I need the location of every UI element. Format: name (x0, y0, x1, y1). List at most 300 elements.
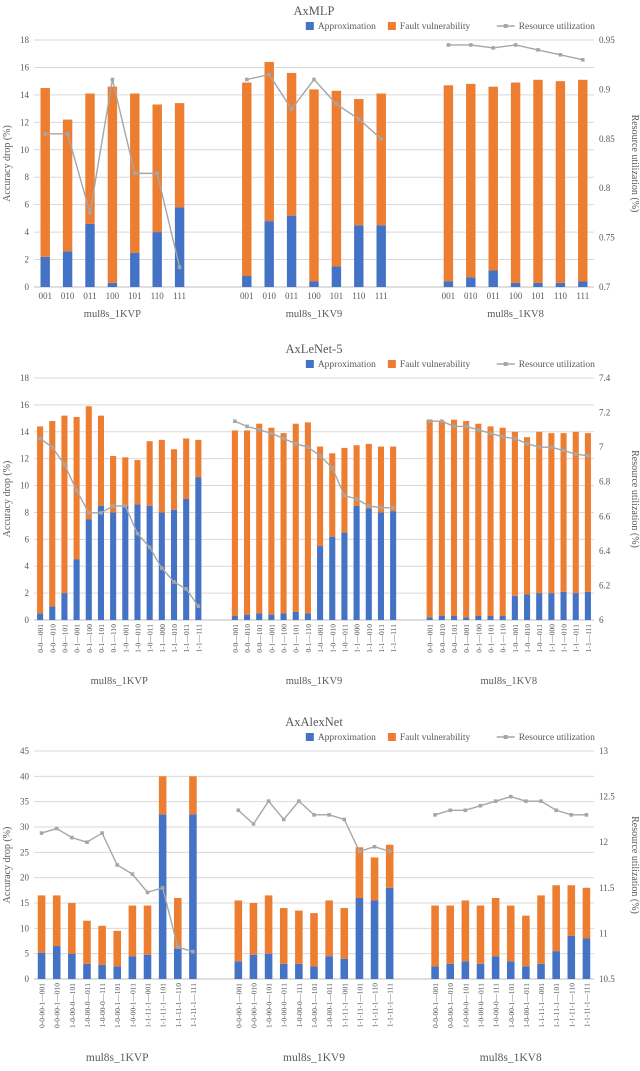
left-axis-tick-label: 16 (20, 399, 29, 410)
bar-approximation (232, 616, 238, 620)
bar-fault-vulnerability (463, 421, 469, 617)
bar-approximation (354, 225, 363, 287)
x-tick-label: 0-0-00-1—001 (37, 983, 47, 1028)
right-axis-tick-label: 0.95 (599, 35, 615, 45)
bar-fault-vulnerability (371, 857, 379, 900)
bar-fault-vulnerability (446, 906, 454, 964)
x-tick-label: 1-0—001 (510, 624, 520, 653)
x-tick-label: 1-1—000 (157, 624, 167, 653)
bar-fault-vulnerability (108, 87, 117, 283)
bar-fault-vulnerability (281, 433, 287, 613)
bar-fault-vulnerability (189, 776, 197, 814)
bar-approximation (122, 506, 128, 620)
x-tick-label: 010 (464, 291, 478, 301)
bar-fault-vulnerability (444, 85, 453, 281)
left-axis-tick-label: 20 (20, 872, 29, 883)
bar-fault-vulnerability (264, 62, 273, 221)
bar-fault-vulnerability (477, 906, 485, 964)
bar-fault-vulnerability (548, 433, 554, 593)
left-axis-tick-label: 2 (24, 254, 29, 265)
left-axis-tick-label: 18 (20, 35, 29, 45)
x-tick-label: 1-1-11-1—001 (537, 983, 547, 1028)
x-tick-label: 0-0—010 (437, 624, 447, 653)
bar-fault-vulnerability (376, 94, 385, 226)
utilization-marker (50, 445, 54, 449)
right-axis-tick-label: 11 (599, 928, 608, 939)
left-axis-tick-label: 10 (20, 144, 29, 155)
bar-approximation (332, 266, 341, 287)
bar-approximation (507, 961, 515, 979)
utilization-marker (562, 449, 566, 453)
x-tick-label: 1-1-11-1—110 (370, 983, 380, 1028)
bar-fault-vulnerability (507, 906, 515, 962)
x-tick-label: 1-1—011 (571, 624, 581, 653)
bar-approximation (524, 594, 530, 620)
left-axis-tick-label: 30 (20, 822, 29, 832)
x-tick-label: 010 (60, 291, 75, 301)
bar-fault-vulnerability (500, 428, 506, 616)
bar-approximation (556, 283, 565, 287)
utilization-line (448, 45, 582, 60)
x-tick-label: 1-0-00-1—101 (310, 983, 319, 1028)
x-tick-label: 0-1—001 (267, 624, 277, 653)
bar-fault-vulnerability (85, 94, 94, 224)
bar-approximation (578, 282, 587, 287)
bar-approximation (462, 961, 470, 979)
utilization-marker (172, 580, 176, 584)
bar-fault-vulnerability (195, 440, 201, 478)
legend-resource-utilization-label: Resource utilization (518, 360, 595, 370)
bar-fault-vulnerability (466, 84, 475, 277)
bar-approximation (463, 617, 469, 620)
bar-approximation (537, 964, 545, 979)
bar-fault-vulnerability (38, 895, 46, 952)
group-label: mul8s_1KVP (83, 309, 141, 320)
bar-approximation (195, 477, 201, 620)
bar-approximation (98, 965, 106, 979)
bar-approximation (159, 512, 165, 620)
bar-approximation (325, 956, 333, 979)
x-tick-label: 0-0-00-1—010 (52, 983, 62, 1028)
utilization-marker (100, 831, 104, 835)
x-tick-label: 111 (173, 291, 187, 301)
bar-fault-vulnerability (174, 898, 182, 949)
chart-axalexnet (0, 711, 640, 1071)
chart-canvas (0, 0, 640, 333)
left-axis-tick-label: 8 (24, 507, 29, 518)
bar-approximation (129, 956, 137, 979)
left-axis-tick-label: 45 (20, 746, 29, 756)
x-tick-label: 0-0—001 (425, 624, 435, 653)
right-axis-tick-label: 0.85 (599, 133, 615, 144)
right-axis-tick-label: 0.9 (599, 84, 611, 95)
utilization-marker (464, 808, 468, 812)
bar-approximation (281, 613, 287, 620)
left-axis-tick-label: 10 (20, 480, 29, 491)
bar-fault-vulnerability (488, 87, 497, 271)
bar-approximation (49, 607, 55, 620)
utilization-marker (581, 58, 585, 62)
bar-approximation (376, 225, 385, 287)
utilization-marker (267, 799, 271, 803)
bar-approximation (386, 888, 394, 979)
utilization-marker (479, 804, 483, 808)
x-tick-label: 1-1—010 (364, 624, 374, 653)
utilization-marker (448, 808, 452, 812)
x-tick-label: 1-0-00-0—101 (67, 983, 77, 1028)
x-tick-label: 1-0—010 (133, 624, 143, 653)
utilization-marker (237, 808, 241, 812)
bar-approximation (108, 283, 117, 287)
x-tick-label: 001 (38, 291, 52, 301)
utilization-marker (550, 445, 554, 449)
bar-fault-vulnerability (235, 900, 243, 961)
left-axis-tick-label: 0 (24, 615, 29, 625)
bar-fault-vulnerability (86, 406, 92, 519)
bar-approximation (295, 964, 303, 979)
bar-fault-vulnerability (340, 908, 348, 959)
legend-fault-vulnerability-swatch-icon (388, 22, 396, 30)
left-axis-tick-label: 40 (20, 771, 29, 782)
utilization-marker (312, 813, 316, 817)
bar-approximation (293, 612, 299, 620)
utilization-marker (111, 504, 115, 508)
utilization-marker (290, 107, 294, 111)
bar-fault-vulnerability (431, 906, 439, 967)
bar-approximation (439, 616, 445, 620)
x-tick-label: 0-1—100 (279, 624, 289, 653)
right-axis-tick-label: 0.75 (599, 232, 615, 243)
bar-fault-vulnerability (61, 416, 67, 593)
legend-resource-utilization-marker-icon (504, 735, 508, 739)
utilization-marker (440, 419, 444, 423)
bar-approximation (431, 966, 439, 979)
right-axis-tick-label: 7.2 (599, 407, 611, 418)
x-tick-label: 001 (240, 291, 254, 301)
utilization-marker (55, 827, 59, 831)
utilization-marker (178, 265, 182, 269)
utilization-marker (569, 813, 573, 817)
bar-approximation (256, 613, 262, 620)
legend-approximation-swatch-icon (306, 22, 314, 30)
bar-approximation (511, 283, 520, 287)
utilization-marker (524, 799, 528, 803)
utilization-marker (88, 211, 92, 215)
x-tick-label: 100 (508, 291, 523, 301)
utilization-marker (574, 452, 578, 456)
bar-approximation (552, 951, 560, 979)
x-tick-label: 0-0—010 (48, 624, 58, 653)
bar-approximation (110, 512, 116, 620)
bar-approximation (171, 510, 177, 620)
utilization-marker (267, 73, 271, 77)
bar-approximation (583, 938, 591, 979)
utilization-marker (297, 799, 301, 803)
bar-fault-vulnerability (305, 422, 311, 613)
x-tick-label: 1-0-00-0—011 (476, 983, 486, 1028)
bar-approximation (309, 282, 318, 287)
utilization-marker (131, 872, 135, 876)
x-tick-label: 110 (553, 291, 567, 301)
bar-approximation (147, 506, 153, 620)
utilization-marker (379, 137, 383, 141)
bar-fault-vulnerability (144, 906, 152, 955)
bar-approximation (488, 271, 497, 287)
utilization-marker (160, 566, 164, 570)
legend-fault-vulnerability-swatch-icon (388, 733, 396, 741)
bar-approximation (444, 282, 453, 287)
bar-fault-vulnerability (568, 885, 576, 936)
utilization-marker (554, 808, 558, 812)
x-tick-label: 0-0—101 (450, 624, 459, 653)
right-axis-tick-label: 0.7 (599, 282, 611, 292)
x-tick-label: 0-1—110 (109, 624, 119, 653)
bar-approximation (130, 253, 139, 287)
right-axis-tick-label: 6.6 (599, 511, 611, 522)
bar-approximation (466, 277, 475, 287)
left-axis-tick-label: 14 (20, 426, 29, 437)
bar-fault-vulnerability (310, 913, 318, 966)
left-axis-tick-label: 15 (20, 898, 29, 908)
utilization-marker (586, 454, 590, 458)
bar-approximation (38, 953, 46, 979)
bar-fault-vulnerability (68, 903, 76, 954)
x-tick-label: 100 (307, 291, 321, 301)
bar-approximation (53, 946, 61, 979)
bar-fault-vulnerability (573, 432, 579, 593)
bar-approximation (40, 257, 49, 287)
x-tick-label: 1-0—011 (535, 624, 545, 653)
left-axis-tick-label: 18 (20, 373, 29, 383)
bar-fault-vulnerability (325, 900, 333, 956)
bar-fault-vulnerability (583, 888, 591, 939)
bar-approximation (83, 964, 91, 979)
utilization-marker (233, 419, 237, 423)
x-tick-label: 001 (441, 291, 456, 301)
right-axis-tick-label: 6.2 (599, 580, 611, 591)
utilization-marker (501, 435, 505, 439)
legend-approximation-label: Approximation (317, 733, 376, 743)
utilization-marker (63, 463, 67, 467)
left-axis-tick-label: 14 (20, 89, 29, 100)
x-tick-label: 0-0—101 (255, 624, 265, 653)
utilization-marker (514, 43, 518, 47)
left-axis-tick-label: 6 (24, 534, 29, 545)
bar-fault-vulnerability (427, 420, 433, 618)
utilization-line (238, 801, 389, 851)
right-axis-tick-label: 6.4 (599, 545, 611, 556)
x-tick-label: 1-1—011 (182, 624, 192, 653)
utilization-marker (536, 48, 540, 52)
group-label: mul8s_1KV8 (487, 309, 544, 320)
x-tick-label: 1-0-00-0—011 (279, 983, 289, 1028)
x-tick-label: 011 (285, 291, 299, 301)
x-tick-label: 101 (128, 291, 142, 301)
utilization-marker (38, 437, 42, 441)
bar-fault-vulnerability (309, 89, 318, 281)
utilization-marker (343, 494, 347, 498)
bar-fault-vulnerability (512, 432, 518, 596)
legend-resource-utilization-label: Resource utilization (518, 733, 595, 743)
left-axis-tick-label: 12 (20, 453, 29, 464)
bar-fault-vulnerability (53, 895, 61, 946)
bar-fault-vulnerability (390, 447, 396, 512)
bar-fault-vulnerability (537, 895, 545, 963)
x-tick-label: 0-1—101 (291, 624, 301, 653)
bar-fault-vulnerability (536, 432, 542, 593)
utilization-marker (66, 132, 70, 136)
bar-approximation (174, 949, 182, 979)
bar-fault-vulnerability (110, 456, 116, 512)
bar-approximation (487, 616, 493, 620)
bar-approximation (242, 276, 251, 287)
x-tick-label: 0-0-00-1—010 (446, 983, 456, 1028)
utilization-marker (469, 43, 473, 47)
legend-fault-vulnerability-label: Fault vulnerability (399, 733, 471, 743)
bar-fault-vulnerability (356, 847, 364, 898)
utilization-marker (161, 886, 165, 890)
utilization-marker (99, 511, 103, 515)
bar-approximation (477, 964, 485, 979)
bar-approximation (533, 283, 542, 287)
utilization-marker (148, 546, 152, 550)
bar-approximation (244, 615, 250, 620)
bar-approximation (356, 898, 364, 979)
x-tick-label: 1-1—000 (547, 624, 557, 653)
left-axis-tick-label: 6 (24, 199, 29, 210)
utilization-marker (197, 604, 201, 608)
bar-fault-vulnerability (152, 104, 161, 232)
bar-approximation (371, 900, 379, 979)
bar-approximation (500, 616, 506, 620)
right-axis-title: Resource utilization (%) (629, 816, 640, 914)
bar-fault-vulnerability (295, 911, 303, 964)
right-axis-title: Resource utilization (%) (629, 114, 640, 213)
bar-fault-vulnerability (134, 460, 140, 504)
bar-approximation (268, 615, 274, 620)
right-axis-tick-label: 12.5 (599, 791, 615, 802)
left-axis-tick-label: 16 (20, 62, 29, 73)
bar-approximation (390, 511, 396, 620)
utilization-marker (559, 53, 563, 57)
bar-fault-vulnerability (462, 900, 470, 961)
legend-approximation-swatch-icon (306, 733, 314, 741)
utilization-marker (585, 813, 589, 817)
bar-fault-vulnerability (83, 921, 91, 964)
x-tick-label: 1-1-11-1—110 (567, 983, 577, 1028)
x-tick-label: 1-1-11-1—101 (158, 983, 168, 1028)
utilization-marker (184, 587, 188, 591)
bar-approximation (536, 593, 542, 620)
bar-fault-vulnerability (98, 926, 106, 965)
right-axis-tick-label: 6 (599, 615, 604, 625)
x-tick-label: 0-0—001 (36, 624, 46, 653)
bar-fault-vulnerability (578, 80, 587, 282)
x-tick-label: 0-1—001 (72, 624, 82, 653)
x-tick-label: 1-1-11-1—111 (188, 983, 198, 1028)
bar-fault-vulnerability (287, 73, 296, 216)
utilization-marker (447, 43, 451, 47)
chart-axlenet5 (0, 338, 640, 711)
x-tick-label: 1-1-11-1—111 (582, 983, 592, 1028)
utilization-line (435, 797, 586, 815)
bar-fault-vulnerability (317, 447, 323, 546)
chart-canvas (0, 711, 640, 1071)
x-tick-label: 1-1-11-1—001 (340, 983, 350, 1028)
left-axis-tick-label: 0 (24, 282, 29, 292)
utilization-marker (133, 172, 137, 176)
x-tick-label: 1-0—011 (340, 624, 350, 653)
bar-approximation (366, 508, 372, 620)
utilization-marker (176, 945, 180, 949)
bar-fault-vulnerability (183, 439, 189, 500)
x-tick-label: 1-1—010 (170, 624, 179, 653)
bar-approximation (446, 964, 454, 979)
left-axis-tick-label: 8 (24, 172, 29, 183)
x-tick-label: 1-1—111 (583, 624, 593, 653)
x-tick-label: 1-1—000 (352, 624, 362, 653)
bar-approximation (317, 546, 323, 620)
bar-fault-vulnerability (244, 430, 250, 614)
bar-approximation (287, 216, 296, 287)
bar-approximation (265, 954, 273, 979)
utilization-marker (155, 172, 159, 176)
bar-fault-vulnerability (37, 426, 43, 613)
legend-approximation-swatch-icon (306, 360, 314, 368)
right-axis-tick-label: 7 (599, 442, 604, 453)
chart-title: AxLeNet-5 (285, 342, 343, 356)
utilization-marker (191, 950, 195, 954)
utilization-marker (491, 46, 495, 50)
x-tick-label: 0-0—010 (243, 624, 253, 653)
left-axis-tick-label: 10 (20, 923, 29, 934)
bar-fault-vulnerability (293, 424, 299, 612)
bar-approximation (548, 593, 554, 620)
utilization-marker (318, 454, 322, 458)
x-tick-label: 1-0—010 (523, 624, 533, 653)
bar-approximation (37, 613, 43, 620)
utilization-marker (40, 831, 44, 835)
bar-fault-vulnerability (354, 445, 360, 506)
x-tick-label: 0-1—110 (303, 624, 313, 653)
bar-fault-vulnerability (63, 120, 72, 252)
bar-approximation (561, 592, 567, 620)
group-label: mul8s_1KV9 (285, 676, 343, 687)
bar-fault-vulnerability (256, 424, 262, 614)
utilization-marker (146, 891, 150, 895)
legend-approximation-label: Approximation (317, 22, 376, 32)
x-tick-label: 111 (576, 291, 590, 301)
bar-approximation (340, 959, 348, 979)
utilization-marker (136, 532, 140, 536)
right-axis-title: Resource utilization (%) (629, 450, 640, 548)
bar-fault-vulnerability (268, 428, 274, 615)
bar-approximation (63, 251, 72, 287)
bar-fault-vulnerability (232, 430, 238, 616)
bar-approximation (341, 533, 347, 620)
bar-fault-vulnerability (533, 80, 542, 283)
bar-fault-vulnerability (439, 421, 445, 616)
utilization-marker (367, 504, 371, 508)
bar-approximation (573, 593, 579, 620)
left-axis-tick-label: 12 (20, 117, 29, 128)
bar-approximation (378, 512, 384, 620)
x-tick-label: 1-1—011 (376, 624, 386, 653)
x-tick-label: 1-0-00-1—101 (113, 983, 123, 1028)
utilization-marker (373, 845, 377, 849)
bar-approximation (61, 593, 67, 620)
chart-axmlp (0, 0, 640, 338)
